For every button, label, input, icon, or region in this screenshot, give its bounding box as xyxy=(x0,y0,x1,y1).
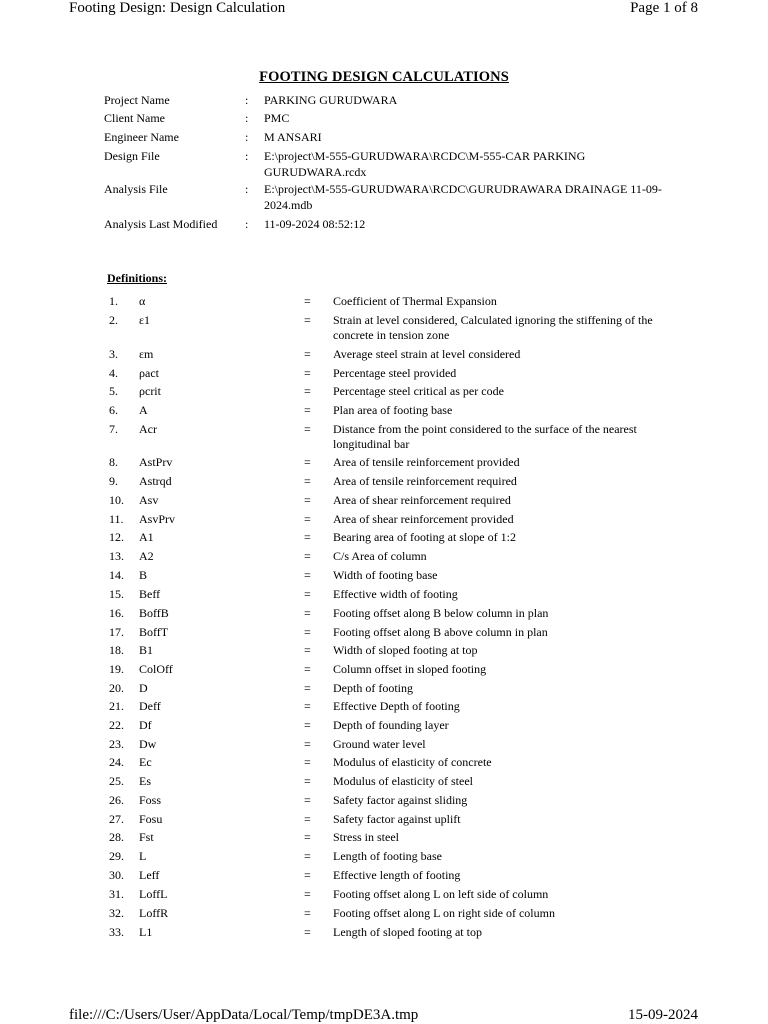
definition-number: 33. xyxy=(109,925,124,939)
definition-equals: = xyxy=(304,568,311,582)
definition-symbol: Astrqd xyxy=(139,474,172,488)
definition-number: 26. xyxy=(109,793,124,807)
definition-symbol: Deff xyxy=(139,699,161,713)
info-colon: : xyxy=(245,111,249,125)
definition-text: Percentage steel provided xyxy=(333,366,457,380)
definition-number: 28. xyxy=(109,830,124,844)
definition-number: 8. xyxy=(109,455,118,469)
definition-equals: = xyxy=(304,812,311,826)
definition-symbol: Beff xyxy=(139,587,161,601)
definition-text: Depth of footing xyxy=(333,681,413,695)
definition-equals: = xyxy=(304,887,311,901)
info-label: Engineer Name xyxy=(104,130,179,144)
definition-number: 25. xyxy=(109,774,124,788)
definition-symbol: ρact xyxy=(139,366,159,380)
info-colon: : xyxy=(245,93,249,107)
info-colon: : xyxy=(245,182,249,196)
definition-number: 32. xyxy=(109,906,124,920)
definition-symbol: Df xyxy=(139,718,152,732)
definition-equals: = xyxy=(304,549,311,563)
definition-text: Stress in steel xyxy=(333,830,399,844)
definition-equals: = xyxy=(304,774,311,788)
definition-symbol: Foss xyxy=(139,793,162,807)
definition-text: Modulus of elasticity of concrete xyxy=(333,755,492,769)
definition-equals: = xyxy=(304,681,311,695)
info-label: Analysis File xyxy=(104,182,168,196)
definition-text: Width of sloped footing at top xyxy=(333,643,478,657)
definition-equals: = xyxy=(304,606,311,620)
definition-number: 24. xyxy=(109,755,124,769)
definition-symbol: L1 xyxy=(139,925,153,939)
definition-symbol: Asv xyxy=(139,493,159,507)
definition-text: Footing offset along B above column in plan xyxy=(333,625,548,639)
definition-symbol: AstPrv xyxy=(139,455,173,469)
definition-text: Depth of founding layer xyxy=(333,718,449,732)
definition-symbol: A2 xyxy=(139,549,154,563)
definition-equals: = xyxy=(304,737,311,751)
definition-equals: = xyxy=(304,830,311,844)
definition-symbol: ε1 xyxy=(139,313,151,327)
definition-symbol: BoffB xyxy=(139,606,169,620)
definition-equals: = xyxy=(304,455,311,469)
info-colon: : xyxy=(245,217,249,231)
header-title: Footing Design: Design Calculation xyxy=(69,0,286,16)
definition-number: 6. xyxy=(109,403,118,417)
definition-text: Average steel strain at level considered xyxy=(333,347,521,361)
definition-equals: = xyxy=(304,699,311,713)
definition-equals: = xyxy=(304,906,311,920)
definition-equals: = xyxy=(304,849,311,863)
definition-equals: = xyxy=(304,625,311,639)
definition-symbol: AsvPrv xyxy=(139,512,176,526)
definition-text: Percentage steel critical as per code xyxy=(333,384,504,398)
definition-number: 13. xyxy=(109,549,124,563)
definition-text: Area of shear reinforcement provided xyxy=(333,512,514,526)
definition-text: Width of footing base xyxy=(333,568,438,582)
definition-number: 2. xyxy=(109,313,118,327)
definition-text: Column offset in sloped footing xyxy=(333,662,487,676)
definition-text: Effective width of footing xyxy=(333,587,458,601)
definition-symbol: Fosu xyxy=(139,812,163,826)
definition-number: 3. xyxy=(109,347,118,361)
definition-symbol: LoffR xyxy=(139,906,169,920)
definition-number: 15. xyxy=(109,587,124,601)
definition-equals: = xyxy=(304,793,311,807)
footer-file-path: file:///C:/Users/User/AppData/Local/Temp/tmpDE3A.tmp xyxy=(69,1007,419,1023)
definition-equals: = xyxy=(304,366,311,380)
info-value: PARKING GURUDWARA xyxy=(264,93,398,107)
definition-equals: = xyxy=(304,474,311,488)
definition-text: Area of tensile reinforcement required xyxy=(333,474,517,488)
definition-equals: = xyxy=(304,313,311,327)
definition-text: Bearing area of footing at slope of 1:2 xyxy=(333,530,516,544)
definition-symbol: A1 xyxy=(139,530,154,544)
info-colon: : xyxy=(245,130,249,144)
definition-text: Coefficient of Thermal Expansion xyxy=(333,294,497,308)
definition-equals: = xyxy=(304,587,311,601)
definition-number: 19. xyxy=(109,662,124,676)
definition-number: 9. xyxy=(109,474,118,488)
definition-symbol: D xyxy=(139,681,148,695)
info-colon: : xyxy=(245,149,249,163)
info-label: Analysis Last Modified xyxy=(104,217,218,231)
definitions-heading: Definitions: xyxy=(107,271,167,285)
info-value: M ANSARI xyxy=(264,130,322,144)
definition-text: Modulus of elasticity of steel xyxy=(333,774,473,788)
definition-symbol: εm xyxy=(139,347,154,361)
definition-equals: = xyxy=(304,755,311,769)
definition-equals: = xyxy=(304,493,311,507)
info-value: PMC xyxy=(264,111,290,125)
definition-text: Safety factor against uplift xyxy=(333,812,461,826)
definition-equals: = xyxy=(304,643,311,657)
definition-number: 27. xyxy=(109,812,124,826)
definition-equals: = xyxy=(304,868,311,882)
definition-number: 5. xyxy=(109,384,118,398)
definition-text: C/s Area of column xyxy=(333,549,427,563)
definition-number: 22. xyxy=(109,718,124,732)
definition-number: 23. xyxy=(109,737,124,751)
definition-symbol: A xyxy=(139,403,148,417)
definition-symbol: B xyxy=(139,568,148,582)
definition-text: Effective length of footing xyxy=(333,868,461,882)
definition-number: 7. xyxy=(109,422,118,436)
definition-number: 16. xyxy=(109,606,124,620)
definition-number: 30. xyxy=(109,868,124,882)
definition-equals: = xyxy=(304,403,311,417)
definition-symbol: Leff xyxy=(139,868,160,882)
definition-symbol: ColOff xyxy=(139,662,173,676)
info-value: 11-09-2024 08:52:12 xyxy=(264,217,366,231)
info-label: Design File xyxy=(104,149,160,163)
definition-equals: = xyxy=(304,512,311,526)
definition-text: Safety factor against sliding xyxy=(333,793,468,807)
definition-symbol: Ec xyxy=(139,755,152,769)
definition-text: Footing offset along B below column in plan xyxy=(333,606,549,620)
definition-symbol: ρcrit xyxy=(139,384,161,398)
footer-date: 15-09-2024 xyxy=(628,1007,698,1023)
definition-symbol: Fst xyxy=(139,830,154,844)
info-label: Project Name xyxy=(104,93,170,107)
definition-equals: = xyxy=(304,347,311,361)
definition-text: Strain at level considered, Calculated ignoring the stiffening of the concrete in tension zone xyxy=(333,313,653,342)
definition-text: Area of tensile reinforcement provided xyxy=(333,455,520,469)
definition-text: Effective Depth of footing xyxy=(333,699,460,713)
definition-equals: = xyxy=(304,718,311,732)
info-value: E:\project\M-555-GURUDWARA\RCDC\M-555-CAR PARKING GURUDWARA.rcdx xyxy=(264,149,586,179)
definition-number: 17. xyxy=(109,625,124,639)
definition-number: 4. xyxy=(109,366,118,380)
definition-text: Ground water level xyxy=(333,737,426,751)
definition-text: Footing offset along L on left side of column xyxy=(333,887,549,901)
definition-text: Length of footing base xyxy=(333,849,442,863)
info-label: Client Name xyxy=(104,111,165,125)
definition-symbol: α xyxy=(139,294,146,308)
definition-symbol: B1 xyxy=(139,643,154,657)
definition-text: Plan area of footing base xyxy=(333,403,453,417)
definition-number: 29. xyxy=(109,849,124,863)
definition-equals: = xyxy=(304,925,311,939)
definition-equals: = xyxy=(304,384,311,398)
definition-number: 20. xyxy=(109,681,124,695)
definition-symbol: Acr xyxy=(139,422,157,436)
definition-number: 18. xyxy=(109,643,124,657)
info-value: E:\project\M-555-GURUDWARA\RCDC\GURUDRAWARA DRAINAGE 11-09-2024.mdb xyxy=(264,182,662,212)
definition-text: Area of shear reinforcement required xyxy=(333,493,511,507)
definition-equals: = xyxy=(304,530,311,544)
definition-number: 10. xyxy=(109,493,124,507)
definition-number: 12. xyxy=(109,530,124,544)
definition-text: Length of sloped footing at top xyxy=(333,925,482,939)
definition-symbol: L xyxy=(139,849,147,863)
definition-number: 31. xyxy=(109,887,124,901)
definition-number: 14. xyxy=(109,568,124,582)
definition-equals: = xyxy=(304,662,311,676)
definition-text: Footing offset along L on right side of column xyxy=(333,906,555,920)
definition-symbol: LoffL xyxy=(139,887,168,901)
definition-equals: = xyxy=(304,294,311,308)
definition-equals: = xyxy=(304,422,311,436)
definition-number: 1. xyxy=(109,294,118,308)
definition-symbol: Dw xyxy=(139,737,157,751)
document-title: FOOTING DESIGN CALCULATIONS xyxy=(259,69,509,85)
page-number: Page 1 of 8 xyxy=(630,0,698,16)
definition-symbol: Es xyxy=(139,774,151,788)
definition-number: 21. xyxy=(109,699,124,713)
definition-text: Distance from the point considered to the surface of the nearest longitudinal bar xyxy=(333,422,637,451)
definition-symbol: BoffT xyxy=(139,625,169,639)
definition-number: 11. xyxy=(109,512,124,526)
